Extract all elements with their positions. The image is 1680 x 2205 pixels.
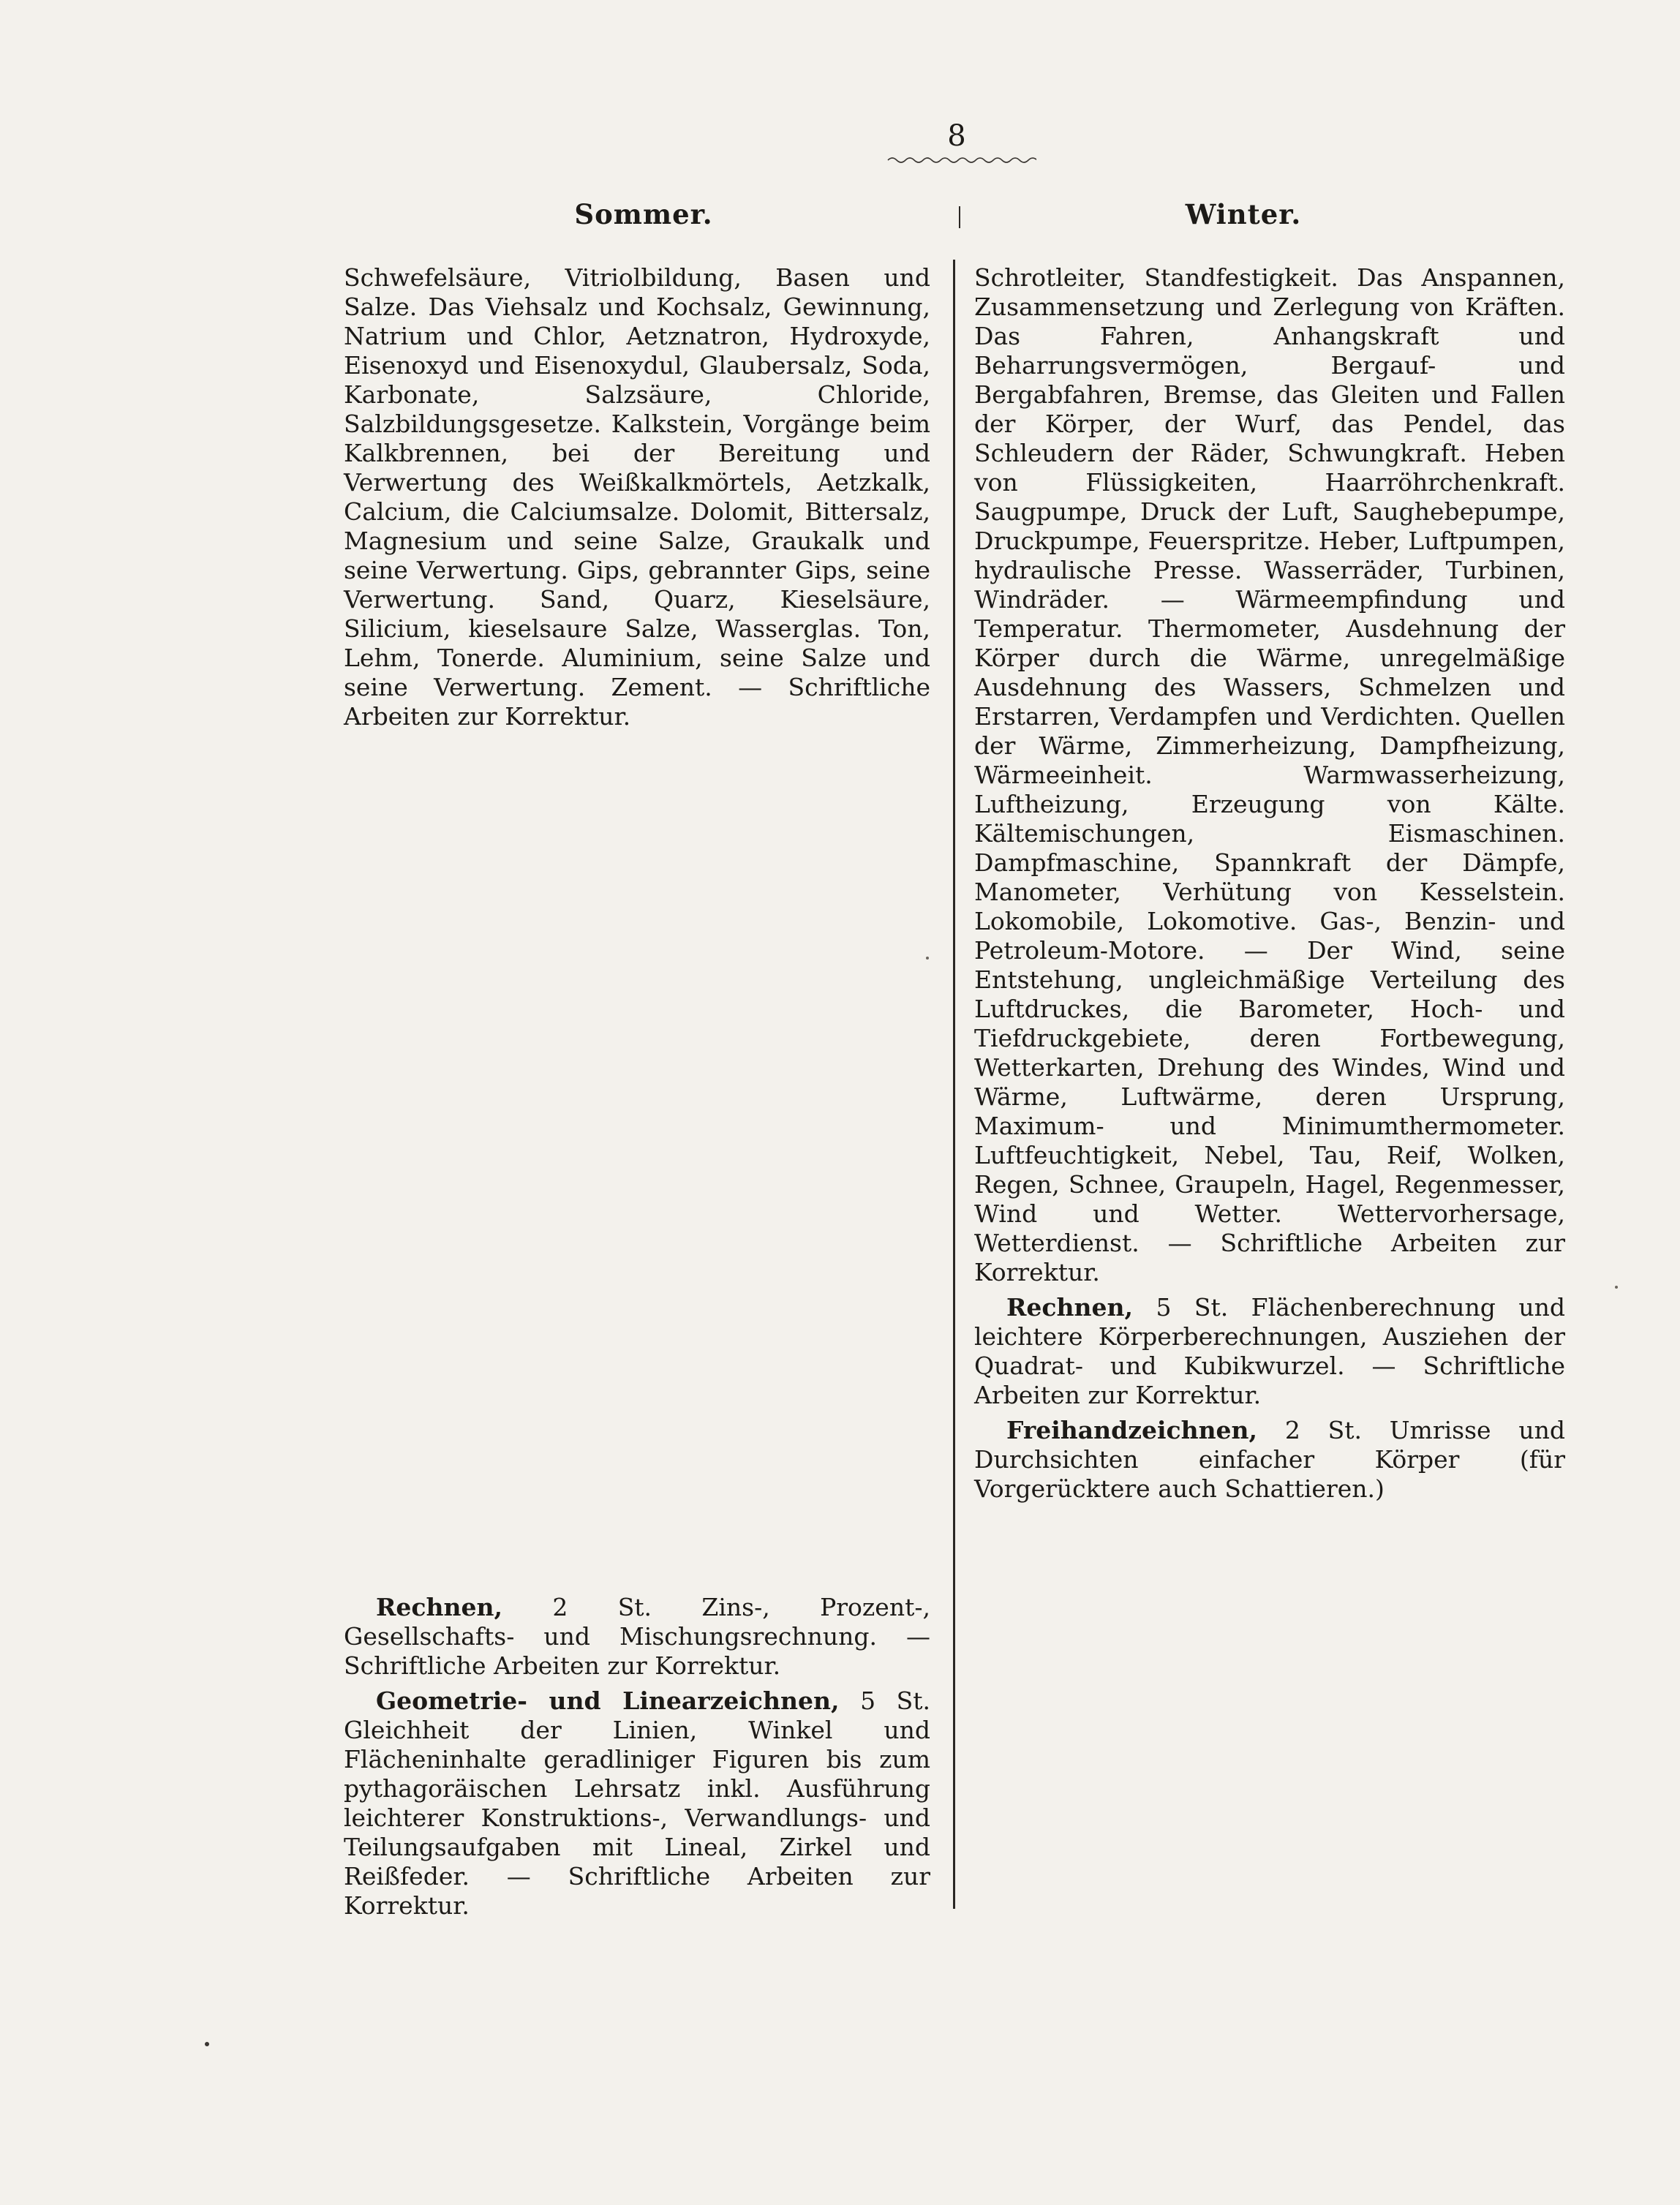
physics-paragraph: Schrotleiter, Standfestigkeit. Das Anspannen, Zusammensetzung und Zerlegung von Kräften. Das Fahren, Anhangskraft und Beharrungsvermögen, Bergauf- und Bergabfahren, Bremse, das Gleiten und Fallen der Körper, der Wurf, das Pendel, das Schleudern der Räder, Schwungkraft. Heben von Flüssigkeiten, Haarröhrchenkraft. Saugpumpe, Druck der Luft, Saughebepumpe, Druckpumpe, Feuerspritze. Heber, Luftpumpen, hydraulische Presse. Wasserräder, Turbinen, Windräder. — Wärmeempfindung und Temperatur. Thermometer, Ausdehnung der Körper durch die Wärme, unregelmäßige Ausdehnung des Wassers, Schmelzen und Erstarren, Verdampfen und Verdichten. Quellen der Wärme, Zimmerheizung, Dampfheizung, Wärmeeinheit. Warmwasserheizung, Luftheizung, Erzeugung von Kälte. Kältemischungen, Eismaschinen. Dampfmaschine, Spannkraft der Dämpfe, Manometer, Verhütung von Kesselstein. Lokomobile, Lokomotive. Gas-, Benzin- und Petroleum-Motore. — Der Wind, seine Entstehung, ungleichmäßige Verteilung des Luftdruckes, die Barometer, Hoch- und Tiefdruckgebiete, deren Fortbewegung, Wetterkarten, Drehung des Windes, Wind und Wärme, Luftwärme, deren Ursprung, Maximum- und Minimumthermometer. Luftfeuchtigkeit, Nebel, Tau, Reif, Wolken, Regen, Schnee, Graupeln, Hagel, Regenmesser, Wind und Wetter. Wettervorhersage, Wetterdienst. — Schriftliche Arbeiten zur Korrektur. (974, 263, 1565, 1286)
winter-column (974, 263, 1565, 1504)
summer-column-subjects (344, 1593, 930, 1921)
summer-arithmetic-paragraph (344, 1593, 930, 1681)
winter-drawing-paragraph (974, 1416, 1565, 1504)
summer-arithmetic-body: 2 St. Zins-, Prozent-, Gesellschafts- und Mischungsrechnung. — Schriftliche Arbeiten zur Korrektur. (344, 1593, 930, 1680)
chemistry-paragraph: Schwefelsäure, Vitriolbildung, Basen und Salze. Das Viehsalz und Kochsalz, Gewinnung, Natrium und Chlor, Aetznatron, Hydroxyde, Eisenoxyd und Eisenoxydul, Glaubersalz, Soda, Karbonate, Salzsäure, Chloride, Salzbildungsgesetze. Kalkstein, Vorgänge beim Kalkbrennen, bei der Bereitung und Verwertung des Weißkalkmörtels, Aetzkalk, Calcium, die Calciumsalze. Dolomit, Bittersalz, Magnesium und seine Salze, Graukalk und seine Verwertung. Gips, gebrannter Gips, seine Verwertung. Sand, Quarz, Kieselsäure, Silicium, kieselsaure Salze, Wasserglas. Ton, Lehm, Tonerde. Aluminium, seine Salze und seine Verwertung. Zement. — Schriftliche Arbeiten zur Korrektur. (344, 263, 930, 731)
wavy-rule-ornament (886, 155, 1036, 165)
winter-arithmetic-title: Rechnen, (1006, 1293, 1133, 1322)
winter-drawing-title: Freihandzeichnen, (1006, 1416, 1258, 1444)
winter-drawing-body: 2 St. Umrisse und Durchsichten einfacher Körper (für Vorgerücktere auch Schattieren.) (974, 1416, 1565, 1503)
winter-heading: Winter. (1185, 198, 1302, 230)
summer-geometry-paragraph (344, 1686, 930, 1921)
page-number: 8 (947, 119, 966, 153)
summer-geometry-title: Geometrie- und Linearzeichnen, (376, 1686, 840, 1715)
summer-geometry-body: 5 St. Gleichheit der Linien, Winkel und Flächeninhalte geradliniger Figuren bis zum pythagoräischen Lehrsatz inkl. Ausführung leichterer Konstruktions-, Verwandlungs- und Teilungsaufgaben mit Lineal, Zirkel und Reißfeder. — Schriftliche Arbeiten zur Korrektur. (344, 1686, 930, 1920)
column-divider (953, 260, 955, 1909)
summer-column-chemistry (344, 263, 930, 731)
summer-heading: Sommer. (574, 198, 713, 230)
summer-arithmetic-title: Rechnen, (376, 1593, 502, 1621)
winter-arithmetic-paragraph (974, 1293, 1565, 1410)
winter-arithmetic-body: 5 St. Flächenberechnung und leichtere Körperberechnungen, Ausziehen der Quadrat- und Kubikwurzel. — Schriftliche Arbeiten zur Korrektur. (974, 1293, 1565, 1409)
heading-divider (959, 206, 960, 228)
